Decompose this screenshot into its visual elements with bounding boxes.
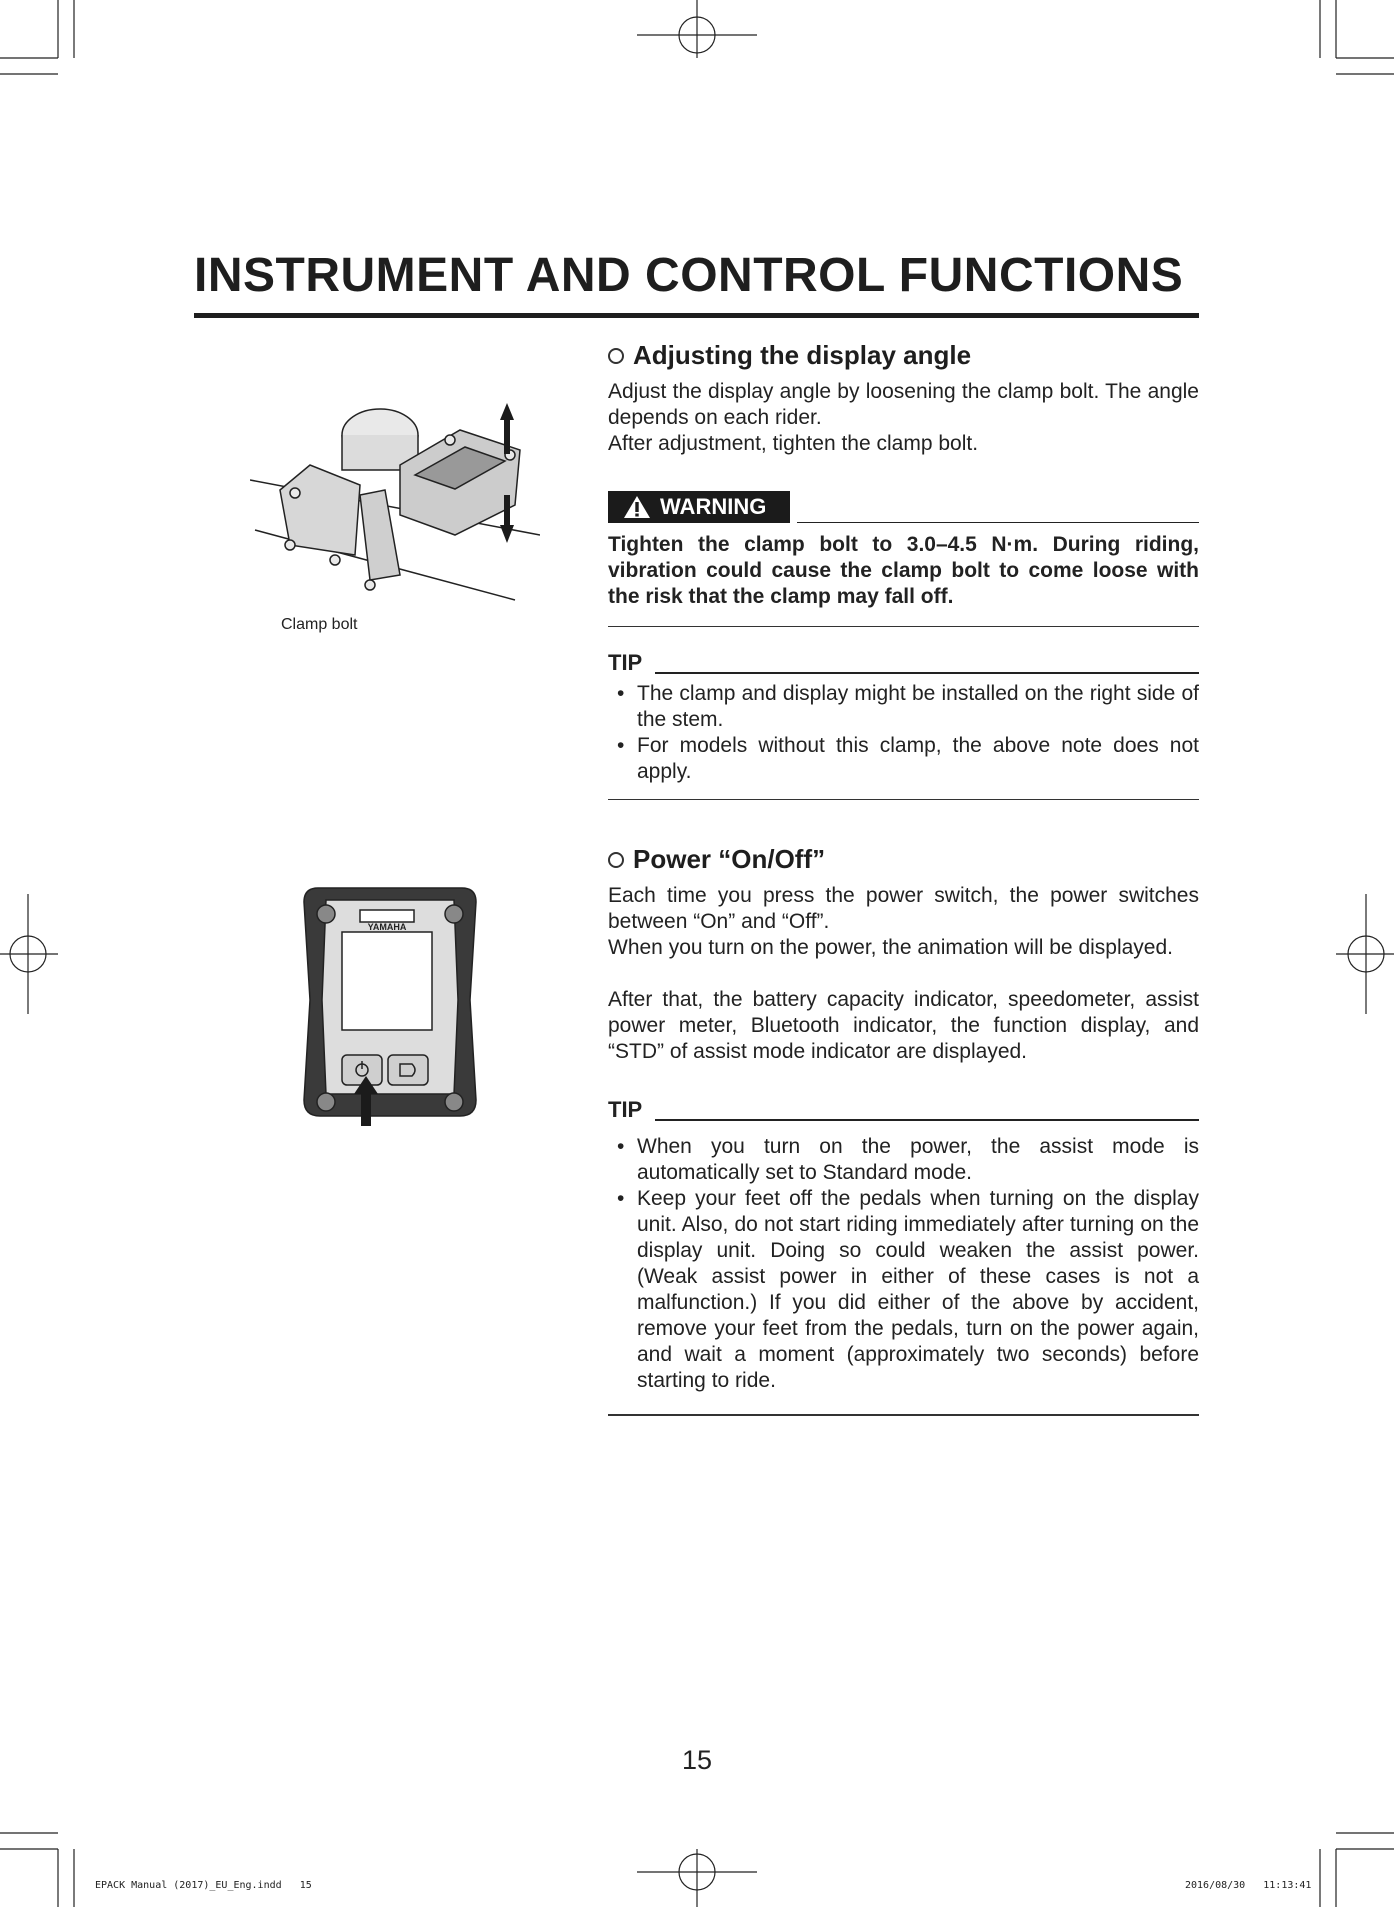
bullet-circle-icon: [608, 348, 624, 364]
warning-label: WARNING: [660, 494, 767, 519]
section2-paragraph-3: After that, the battery capacity indicator, speedometer, assist power meter, Bluetooth indicator, the function display, and “STD” of assist mode indicator are displayed.: [608, 988, 1199, 1063]
device-brand-label: YAMAHA: [367, 922, 407, 932]
section2-heading-row: [608, 844, 1199, 875]
tip-end-rule: [608, 799, 1199, 800]
tip-header-1: [608, 650, 1199, 680]
tip-label: TIP: [608, 1097, 643, 1122]
tip-item: • For models without this clamp, the above note does not apply.: [608, 733, 1199, 785]
section2-heading: Power “On/Off”: [633, 844, 826, 874]
section2-paragraph-2: When you turn on the power, the animation will be displayed.: [608, 936, 1174, 959]
section1-heading: Adjusting the display angle: [633, 340, 972, 370]
section-adjusting-angle: [608, 340, 1199, 371]
tip-header-2: [608, 1097, 1199, 1127]
warning-text: Tighten the clamp bolt to 3.0–4.5 N·m. During riding, vibration could cause the clamp bolt to come loose with the risk that the clamp may fall off.: [608, 533, 1199, 608]
tip-rule: [655, 672, 1199, 674]
tip-list-1: [608, 681, 1199, 785]
title-underline: [194, 313, 1199, 318]
bullet-circle-icon: [608, 852, 624, 868]
clamp-bolt-label: Clamp bolt: [281, 616, 358, 633]
tip-end-rule: [608, 1414, 1199, 1416]
date-slug: 2016/08/30 11:13:41: [1185, 1880, 1312, 1891]
section1-paragraph-2: After adjustment, tighten the clamp bolt.: [608, 432, 979, 455]
warning-rule: [797, 522, 1199, 523]
warning-end-rule: [608, 626, 1199, 627]
section1-paragraph-1: Adjust the display angle by loosening the clamp bolt. The angle depends on each rider.: [608, 380, 1199, 429]
page-title: INSTRUMENT AND CONTROL FUNCTIONS: [194, 249, 1184, 302]
warning-badge: [608, 491, 790, 523]
tip-rule: [655, 1119, 1199, 1121]
section2-paragraph-1: Each time you press the power switch, the power switches between “On” and “Off”.: [608, 884, 1199, 933]
tip-label: TIP: [608, 650, 643, 675]
section-power-on-off: [608, 844, 1199, 875]
clamp-figure: [250, 395, 540, 615]
tip-item: • When you turn on the power, the assist mode is automatically set to Standard mode.: [608, 1134, 1199, 1186]
display-unit-figure: [300, 880, 480, 1130]
tip-item: • The clamp and display might be installed on the right side of the stem.: [608, 681, 1199, 733]
tip-list-2: [608, 1134, 1199, 1394]
file-slug: EPACK Manual (2017)_EU_Eng.indd 15: [95, 1880, 312, 1891]
section1-heading-row: [608, 340, 1199, 371]
warning-header: [608, 491, 1199, 525]
page-number: 15: [682, 1745, 713, 1775]
tip-item: • Keep your feet off the pedals when turning on the display unit. Also, do not start riding immediately after turning on the display unit. Doing so could weaken the assist power. (Weak assist power in either of these cases is not a malfunction.) If you did either of the above by accident, remove your feet from the pedals, turn on the power again, and wait a moment (approximately two seconds) before starting to ride.: [608, 1186, 1199, 1394]
warning-triangle-icon: [623, 495, 651, 519]
